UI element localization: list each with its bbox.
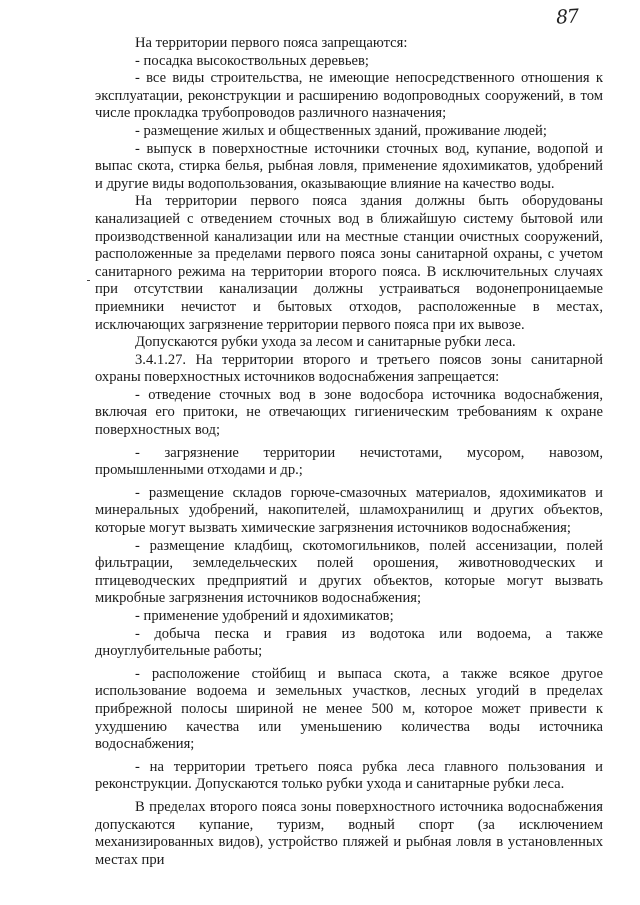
- margin-mark: [87, 280, 90, 281]
- list-item-tall-trees: - посадка высокоствольных деревьев;: [135, 52, 369, 69]
- paragraph-first-belt-heading: На территории первого пояса запрещаются:: [135, 35, 408, 51]
- document-body: [95, 35, 603, 869]
- paragraph-second-belt-permitted: В пределах второго пояса зоны поверхностного источника водоснабжения допускаются купание, туризм, водный спорт (за исключением механизированных видов), устройство пляжей и рыбная ловля в установленных местах при: [95, 798, 603, 868]
- list-item-housing: - размещение жилых и общественных зданий, проживание людей;: [135, 122, 547, 139]
- list-item-wastewater-catchment: - отведение сточных вод в зоне водосбора источника водоснабжения, включая его притоки, не отвечающих гигиеническим требованиям к охране поверхностных вод;: [95, 386, 603, 439]
- paragraph-logging-allowed: Допускаются рубки ухода за лесом и санитарные рубки леса.: [135, 334, 516, 351]
- list-item-livestock: - расположение стойбищ и выпаса скота, а также всякое другое использование водоема и земельных участков, лесных угодий в пределах прибрежной полосы шириной не менее 500 м, которое может привести к ухудшению качества или уменьшению количества воды источника водоснабжения;: [95, 665, 603, 753]
- list-item-warehouses: - размещение складов горюче-смазочных материалов, ядохимикатов и минеральных удобрений, накопителей, шламохранилищ и других объектов, которые могут вызвать химические загрязнения источников водоснабжения;: [95, 484, 603, 537]
- paragraph-section-3-4-1-27: 3.4.1.27. На территории второго и третьего поясов зоны санитарной охраны поверхностных источников водоснабжения запрещается:: [95, 351, 603, 386]
- paragraph-sewerage: На территории первого пояса здания должны быть оборудованы канализацией с отведением сточных вод в ближайшую систему бытовой или производственной канализации или на местные станции очистных сооружений, расположенные за пределами первого пояса зоны санитарной охраны, с учетом санитарного режима на территории второго пояса. В исключительных случаях при отсутствии канализации должны устраиваться водонепроницаемые приемники нечистот и бытовых отходов, расположенные в местах, исключающих загрязнение территории первого пояса при их вывозе.: [95, 193, 603, 333]
- list-item-fertilizers: - применение удобрений и ядохимикатов;: [135, 608, 394, 624]
- list-item-wastewater-discharge: - выпуск в поверхностные источники сточных вод, купание, водопой и выпас скота, стирка белья, рыбная ловля, применение ядохимикатов, удобрений и другие виды водопользования, оказывающие влияние на качество воды.: [95, 140, 603, 192]
- page-number: 87: [555, 5, 579, 29]
- list-item-cemeteries: - размещение кладбищ, скотомогильников, полей ассенизации, полей фильтрации, земледельческих полей орошения, животноводческих и птицеводческих предприятий и других объектов, которые могут вызвать микробные загрязнения источников водоснабжения;: [95, 537, 603, 607]
- list-item-sand-extraction: - добыча песка и гравия из водотока или водоема, а также дноуглубительные работы;: [95, 625, 603, 660]
- list-item-pollution: - загрязнение территории нечистотами, мусором, навозом, промышленными отходами и др.;: [95, 444, 603, 479]
- list-item-third-belt-logging: - на территории третьего пояса рубка леса главного пользования и реконструкции. Допускаются только рубки ухода и санитарные рубки леса.: [95, 758, 603, 793]
- list-item-construction: - все виды строительства, не имеющие непосредственного отношения к эксплуатации, реконструкции и расширению водопроводных сооружений, в том числе прокладка трубопроводов различного назначения;: [95, 70, 603, 122]
